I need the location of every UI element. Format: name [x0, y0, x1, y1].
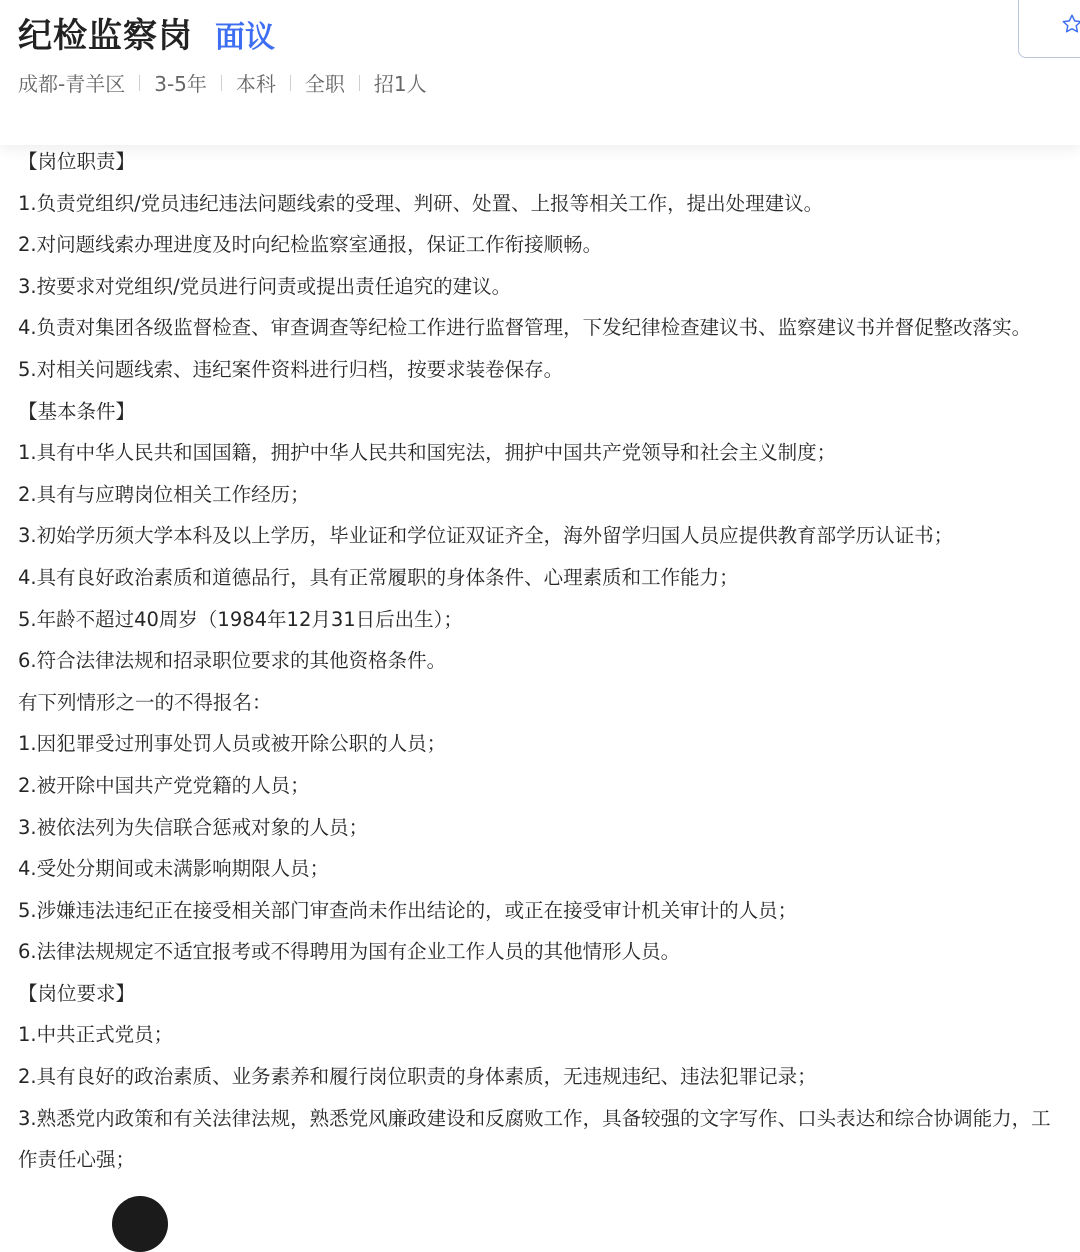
list-item: 3.被依法列为失信联合惩戒对象的人员；	[18, 815, 369, 839]
list-item: 5.涉嫌违法违纪正在接受相关部门审查尚未作出结论的，或正在接受审计机关审计的人员；	[18, 898, 798, 922]
salary-label: 面议	[215, 20, 275, 55]
job-meta	[18, 68, 427, 97]
divider	[359, 75, 360, 91]
favorite-button[interactable]	[1018, 0, 1080, 58]
divider	[221, 75, 222, 91]
meta-job-type: 全职	[304, 72, 345, 96]
list-item: 6.法律法规规定不适宜报考或不得聘用为国有企业工作人员的其他情形人员。	[18, 940, 681, 964]
list-item: 4.负责对集团各级监督检查、审查调查等纪检工作进行监督管理，下发纪律检查建议书、监察建议书并督促整改落实。	[18, 316, 1032, 340]
section-heading: 【岗位职责】	[18, 150, 136, 173]
list-item: 4.受处分期间或未满影响期限人员；	[18, 857, 330, 881]
divider	[139, 75, 140, 91]
list-item: 3.熟悉党内政策和有关法律法规，熟悉党风廉政建设和反腐败工作，具备较强的文字写作、口头表达和综合协调能力，工作责任心强；	[18, 1106, 1051, 1172]
list-item: 2.具有良好的政治素质、业务素养和履行岗位职责的身体素质，无违规违纪、违法犯罪记录；	[18, 1065, 817, 1089]
meta-education: 本科	[235, 72, 276, 96]
subsection-heading: 有下列情形之一的不得报名：	[18, 690, 272, 714]
meta-experience: 3-5年	[154, 72, 207, 96]
job-header	[0, 0, 1080, 145]
list-item: 6.符合法律法规和招录职位要求的其他资格条件。	[18, 649, 447, 673]
list-item: 2.对问题线索办理进度及时向纪检监察室通报，保证工作衔接顺畅。	[18, 233, 603, 257]
list-item: 2.被开除中国共产党党籍的人员；	[18, 773, 310, 797]
job-title: 纪检监察岗	[18, 16, 193, 56]
list-item: 1.具有中华人民共和国国籍，拥护中华人民共和国宪法，拥护中国共产党领导和社会主义制度；	[18, 441, 837, 465]
section-heading: 【岗位要求】	[18, 981, 136, 1005]
list-item: 2.具有与应聘岗位相关工作经历；	[18, 482, 310, 506]
floating-avatar[interactable]	[112, 1196, 168, 1252]
list-item: 1.中共正式党员；	[18, 1023, 174, 1047]
list-item: 3.按要求对党组织/党员进行问责或提出责任追究的建议。	[18, 274, 512, 298]
job-description	[18, 141, 1068, 1181]
star-icon	[1061, 13, 1080, 35]
list-item: 5.年龄不超过40周岁（1984年12月31日后出生）；	[18, 607, 463, 631]
list-item: 1.负责党组织/党员违纪违法问题线索的受理、判研、处置、上报等相关工作，提出处理建议。	[18, 191, 824, 215]
list-item: 3.初始学历须大学本科及以上学历，毕业证和学位证双证齐全，海外留学归国人员应提供教育部学历认证书；	[18, 524, 954, 548]
list-item: 5.对相关问题线索、违纪案件资料进行归档，按要求装卷保存。	[18, 357, 564, 381]
list-item: 4.具有良好政治素质和道德品行，具有正常履职的身体条件、心理素质和工作能力；	[18, 565, 739, 589]
section-heading: 【基本条件】	[18, 399, 136, 423]
meta-location: 成都-青羊区	[18, 72, 126, 96]
meta-headcount: 招1人	[373, 72, 427, 96]
list-item: 1.因犯罪受过刑事处罚人员或被开除公职的人员；	[18, 732, 447, 756]
title-row	[18, 8, 275, 57]
divider	[290, 75, 291, 91]
